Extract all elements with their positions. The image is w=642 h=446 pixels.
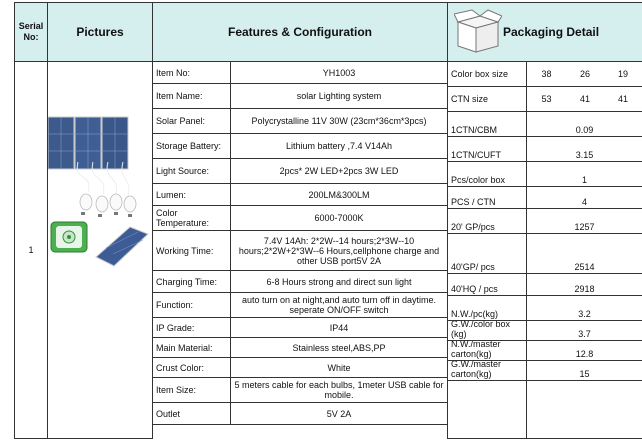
feature-value: IP44 — [230, 317, 448, 338]
packaging-value: 1257 — [526, 208, 642, 234]
packaging-label: 1CTN/CBM — [447, 111, 527, 137]
packaging-value: 2918 — [526, 273, 642, 296]
packaging-dim-3: 19 — [604, 61, 642, 87]
packaging-label: Color box size — [447, 61, 527, 87]
feature-label: Storage Battery: — [152, 133, 231, 159]
packaging-value: 4 — [526, 186, 642, 209]
feature-label: Color Temperature: — [152, 205, 231, 231]
feature-label: Main Material: — [152, 337, 231, 358]
feature-value: 5V 2A — [230, 402, 448, 425]
small-panel-image — [96, 227, 148, 266]
feature-value: auto turn on at night,and auto turn off in daytime. seperate ON/OFF switch — [230, 292, 448, 318]
feature-value: Lithium battery ,7.4 V14Ah — [230, 133, 448, 159]
packaging-label: G.W./master carton(kg) — [447, 360, 527, 381]
packaging-value: 2514 — [526, 233, 642, 274]
packaging-value: 3.2 — [526, 295, 642, 321]
feature-label: Item Name: — [152, 83, 231, 109]
battery-box-image — [51, 222, 87, 252]
feature-label: Outlet — [152, 402, 231, 425]
feature-value: Stainless steel,ABS,PP — [230, 337, 448, 358]
feature-value: solar Lighting system — [230, 83, 448, 109]
header-features — [152, 2, 448, 62]
feature-value: 5 meters cable for each bulbs, 1meter USB cable for mobile. — [230, 377, 448, 403]
feature-value: White — [230, 357, 448, 378]
packaging-label: 40'HQ / pcs — [447, 273, 527, 296]
packaging-label: Pcs/color box — [447, 161, 527, 187]
packaging-dim-1: 38 — [526, 61, 566, 87]
feature-label: Item No: — [152, 61, 231, 84]
packaging-value: 0.09 — [526, 111, 642, 137]
feature-value: 6000-7000K — [230, 205, 448, 231]
packaging-value: 3.7 — [526, 320, 642, 341]
packaging-label: N.W./pc(kg) — [447, 295, 527, 321]
header-serial-label: Serial No: — [18, 21, 44, 42]
packaging-value: 15 — [526, 360, 642, 381]
feature-value: 7.4V 14Ah: 2*2W--14 hours;2*3W--10 hours;2*2W+2*3W--6 Hours,cellphone charge and other USB port5V 2A — [230, 230, 448, 271]
feature-value: YH1003 — [230, 61, 448, 84]
packaging-value: 1 — [526, 161, 642, 187]
packaging-label: G.W./color box (kg) — [447, 320, 527, 341]
feature-value: 6-8 Hours strong and direct sun light — [230, 270, 448, 293]
serial-number: 1 — [28, 245, 34, 255]
serial-cell — [14, 61, 48, 439]
feature-label: IP Grade: — [152, 317, 231, 338]
packaging-dim-2: 41 — [565, 86, 605, 112]
feature-value: 200LM&300LM — [230, 183, 448, 206]
packaging-label: 40'GP/ pcs — [447, 233, 527, 274]
feature-value: 2pcs* 2W LED+2pcs 3W LED — [230, 158, 448, 184]
packaging-label: CTN size — [447, 86, 527, 112]
header-features-label: Features & Configuration — [227, 25, 372, 39]
solar-panels-image — [48, 117, 128, 169]
pictures-cell — [47, 61, 153, 439]
packaging-empty-row — [447, 380, 527, 439]
header-pictures — [47, 2, 153, 62]
header-serial — [14, 2, 48, 62]
header-packaging-label: Packaging Detail — [503, 25, 600, 39]
feature-label: Charging Time: — [152, 270, 231, 293]
packaging-empty-row — [526, 380, 642, 439]
feature-label: Lumen: — [152, 183, 231, 206]
feature-value: Polycrystalline 11V 30W (23cm*36cm*3pcs) — [230, 108, 448, 134]
feature-label: Item Size: — [152, 377, 231, 403]
carton-box-icon — [454, 8, 502, 56]
feature-label: Crust Color: — [152, 357, 231, 378]
packaging-value: 12.8 — [526, 340, 642, 361]
feature-label: Working Time: — [152, 230, 231, 271]
feature-label: Function: — [152, 292, 231, 318]
packaging-dim-1: 53 — [526, 86, 566, 112]
packaging-value: 3.15 — [526, 136, 642, 162]
packaging-label: 1CTN/CUFT — [447, 136, 527, 162]
packaging-label: PCS / CTN — [447, 186, 527, 209]
packaging-label: N.W./master carton(kg) — [447, 340, 527, 361]
header-pictures-label: Pictures — [76, 25, 124, 39]
packaging-dim-2: 26 — [565, 61, 605, 87]
packaging-dim-3: 41 — [604, 86, 642, 112]
feature-label: Solar Panel: — [152, 108, 231, 134]
product-photo — [48, 62, 152, 438]
packaging-label: 20' GP/pcs — [447, 208, 527, 234]
feature-label: Light Source: — [152, 158, 231, 184]
